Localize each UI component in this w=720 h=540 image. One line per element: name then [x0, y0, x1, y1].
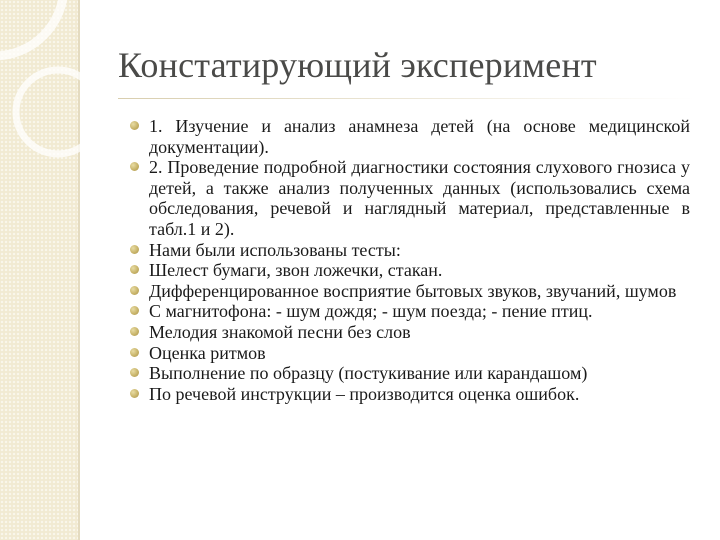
round-bullet-icon	[130, 286, 139, 295]
list-item-text: 2. Проведение подробной диагностики состояния слухового гнозиса у детей, а также анализ полученных данных (использовались схема обследования, речевой и наглядный материал, представленные в табл.1 и 2).	[149, 157, 690, 239]
round-bullet-icon	[130, 121, 139, 130]
decorative-circles-icon	[0, 0, 120, 180]
list-item-text: Дифференцированное восприятие бытовых звуков, звучаний, шумов	[149, 280, 677, 301]
list-item-text: Выполнение по образцу (постукивание или карандашом)	[149, 363, 588, 384]
list-item-text: Шелест бумаги, звон ложечки, стакан.	[149, 260, 443, 281]
list-item	[130, 240, 690, 261]
list-item	[130, 384, 690, 405]
round-bullet-icon	[130, 368, 139, 377]
list-item-text: Нами были использованы тесты:	[149, 239, 401, 260]
list-item-text: 1. Изучение и анализ анамнеза детей (на основе медицинской документации).	[149, 116, 690, 157]
list-item	[130, 363, 690, 384]
list-item	[130, 281, 690, 302]
round-bullet-icon	[130, 327, 139, 336]
round-bullet-icon	[130, 265, 139, 274]
bullet-list	[130, 116, 690, 404]
title-divider	[118, 98, 696, 99]
list-item	[130, 260, 690, 281]
list-item-text: По речевой инструкции – производится оценка ошибок.	[149, 383, 580, 404]
list-item	[130, 116, 690, 157]
list-item-text: С магнитофона: - шум дождя; - шум поезда; - пение птиц.	[149, 301, 593, 322]
round-bullet-icon	[130, 162, 139, 171]
slide-title: Констатирующий эксперимент	[118, 45, 597, 85]
list-item	[130, 322, 690, 343]
round-bullet-icon	[130, 245, 139, 254]
list-item-text: Оценка ритмов	[149, 342, 266, 363]
list-item	[130, 157, 690, 239]
list-item	[130, 343, 690, 364]
round-bullet-icon	[130, 348, 139, 357]
list-item-text: Мелодия знакомой песни без слов	[149, 321, 411, 342]
round-bullet-icon	[130, 389, 139, 398]
round-bullet-icon	[130, 306, 139, 315]
list-item	[130, 301, 690, 322]
